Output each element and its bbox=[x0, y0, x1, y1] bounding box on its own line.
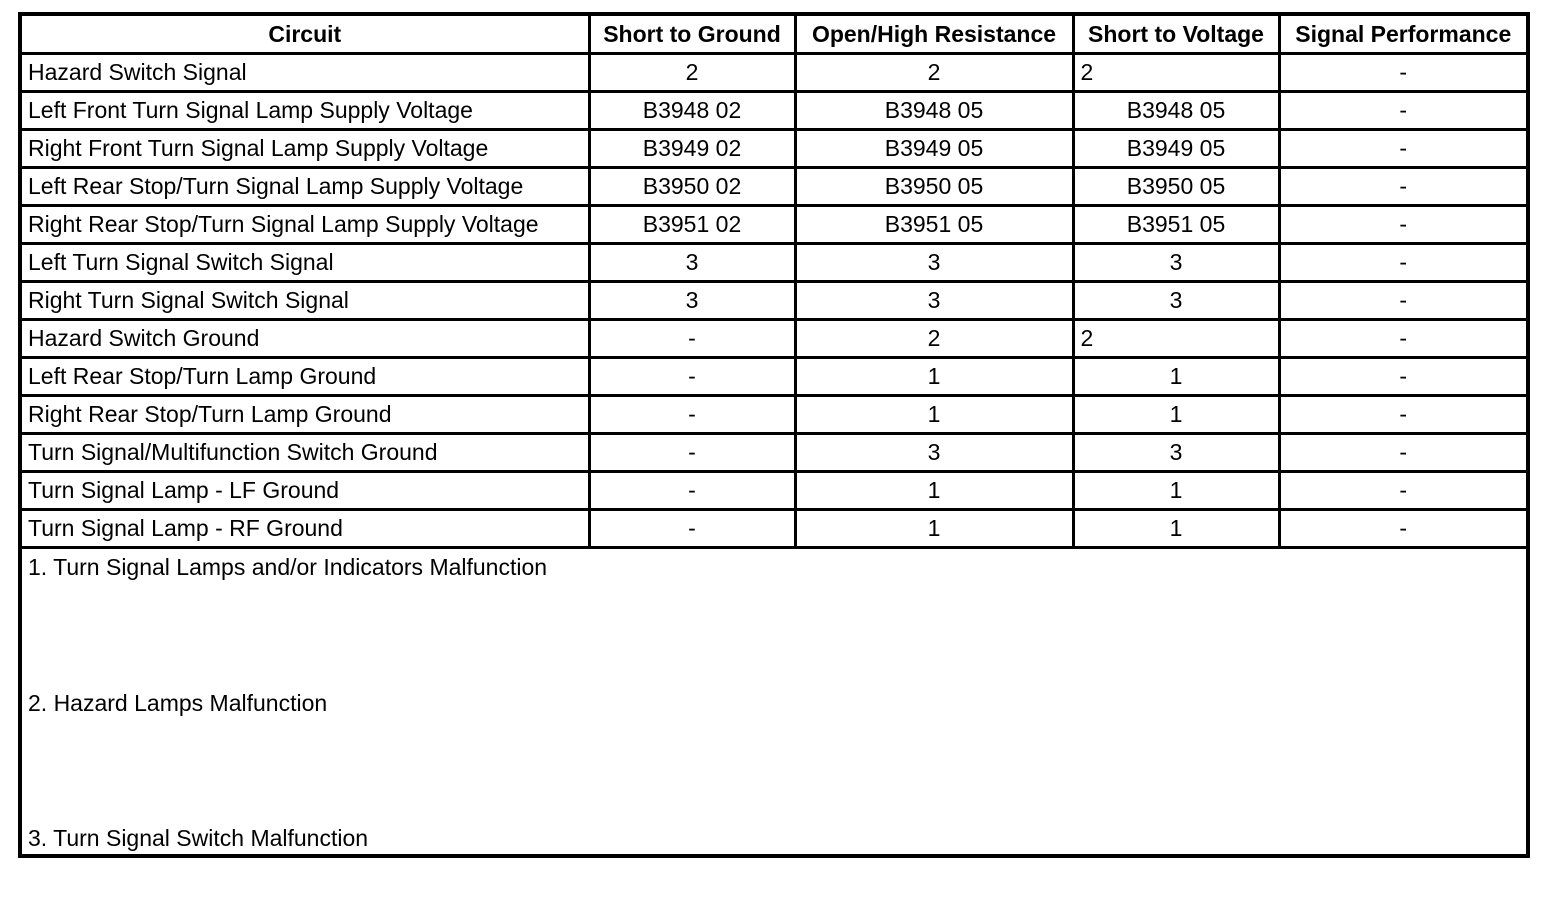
short-to-ground-value: 3 bbox=[589, 244, 795, 282]
short-to-voltage-value: 2 bbox=[1073, 54, 1279, 92]
table-row bbox=[20, 92, 1528, 130]
short-to-ground-value: - bbox=[589, 434, 795, 472]
circuit-name: Left Rear Stop/Turn Signal Lamp Supply Voltage bbox=[20, 168, 589, 206]
header-short-to-ground: Short to Ground bbox=[589, 14, 795, 54]
short-to-ground-value: B3950 02 bbox=[589, 168, 795, 206]
table-row bbox=[20, 396, 1528, 434]
short-to-voltage-value: 3 bbox=[1073, 244, 1279, 282]
short-to-voltage-value: B3949 05 bbox=[1073, 130, 1279, 168]
open-high-resistance-value: 1 bbox=[795, 396, 1073, 434]
notes-row bbox=[20, 548, 1528, 857]
short-to-ground-value: - bbox=[589, 396, 795, 434]
short-to-ground-value: - bbox=[589, 472, 795, 510]
circuit-name: Turn Signal/Multifunction Switch Ground bbox=[20, 434, 589, 472]
circuit-name: Right Front Turn Signal Lamp Supply Voltage bbox=[20, 130, 589, 168]
signal-performance-value: - bbox=[1279, 358, 1528, 396]
short-to-voltage-value: 1 bbox=[1073, 358, 1279, 396]
header-open-high-resistance: Open/High Resistance bbox=[795, 14, 1073, 54]
open-high-resistance-value: 1 bbox=[795, 358, 1073, 396]
circuit-name: Hazard Switch Ground bbox=[20, 320, 589, 358]
circuit-name: Hazard Switch Signal bbox=[20, 54, 589, 92]
header-circuit: Circuit bbox=[20, 14, 589, 54]
table-row bbox=[20, 244, 1528, 282]
signal-performance-value: - bbox=[1279, 320, 1528, 358]
footnote-3: 3. Turn Signal Switch Malfunction bbox=[28, 825, 369, 851]
signal-performance-value: - bbox=[1279, 92, 1528, 130]
short-to-voltage-value: 1 bbox=[1073, 472, 1279, 510]
table-row bbox=[20, 54, 1528, 92]
signal-performance-value: - bbox=[1279, 244, 1528, 282]
short-to-ground-value: - bbox=[589, 358, 795, 396]
open-high-resistance-value: 2 bbox=[795, 54, 1073, 92]
short-to-ground-value: B3949 02 bbox=[589, 130, 795, 168]
circuit-fault-table bbox=[18, 12, 1530, 858]
signal-performance-value: - bbox=[1279, 434, 1528, 472]
open-high-resistance-value: B3951 05 bbox=[795, 206, 1073, 244]
circuit-name: Right Rear Stop/Turn Signal Lamp Supply Voltage bbox=[20, 206, 589, 244]
open-high-resistance-value: 3 bbox=[795, 282, 1073, 320]
short-to-voltage-value: 1 bbox=[1073, 510, 1279, 548]
circuit-name: Right Rear Stop/Turn Lamp Ground bbox=[20, 396, 589, 434]
short-to-ground-value: 2 bbox=[589, 54, 795, 92]
circuit-name: Right Turn Signal Switch Signal bbox=[20, 282, 589, 320]
circuit-name: Turn Signal Lamp - LF Ground bbox=[20, 472, 589, 510]
open-high-resistance-value: 1 bbox=[795, 510, 1073, 548]
signal-performance-value: - bbox=[1279, 510, 1528, 548]
signal-performance-value: - bbox=[1279, 206, 1528, 244]
short-to-ground-value: 3 bbox=[589, 282, 795, 320]
open-high-resistance-value: 2 bbox=[795, 320, 1073, 358]
open-high-resistance-value: B3949 05 bbox=[795, 130, 1073, 168]
short-to-voltage-value: 2 bbox=[1073, 320, 1279, 358]
footnote-1: 1. Turn Signal Lamps and/or Indicators Malfunction bbox=[28, 554, 548, 580]
short-to-voltage-value: 1 bbox=[1073, 396, 1279, 434]
circuit-name: Left Rear Stop/Turn Lamp Ground bbox=[20, 358, 589, 396]
open-high-resistance-value: B3950 05 bbox=[795, 168, 1073, 206]
signal-performance-value: - bbox=[1279, 168, 1528, 206]
table-row bbox=[20, 358, 1528, 396]
short-to-voltage-value: B3948 05 bbox=[1073, 92, 1279, 130]
open-high-resistance-value: 3 bbox=[795, 434, 1073, 472]
table-row bbox=[20, 472, 1528, 510]
table-row bbox=[20, 206, 1528, 244]
signal-performance-value: - bbox=[1279, 282, 1528, 320]
header-signal-performance: Signal Performance bbox=[1279, 14, 1528, 54]
short-to-ground-value: B3948 02 bbox=[589, 92, 795, 130]
open-high-resistance-value: 3 bbox=[795, 244, 1073, 282]
circuit-name: Turn Signal Lamp - RF Ground bbox=[20, 510, 589, 548]
short-to-voltage-value: 3 bbox=[1073, 434, 1279, 472]
table-row bbox=[20, 434, 1528, 472]
signal-performance-value: - bbox=[1279, 130, 1528, 168]
table-row bbox=[20, 168, 1528, 206]
signal-performance-value: - bbox=[1279, 472, 1528, 510]
header-short-to-voltage: Short to Voltage bbox=[1073, 14, 1279, 54]
short-to-voltage-value: B3950 05 bbox=[1073, 168, 1279, 206]
footnotes bbox=[20, 548, 1528, 857]
table-row bbox=[20, 510, 1528, 548]
circuit-name: Left Front Turn Signal Lamp Supply Voltage bbox=[20, 92, 589, 130]
short-to-voltage-value: B3951 05 bbox=[1073, 206, 1279, 244]
signal-performance-value: - bbox=[1279, 396, 1528, 434]
short-to-voltage-value: 3 bbox=[1073, 282, 1279, 320]
short-to-ground-value: - bbox=[589, 510, 795, 548]
open-high-resistance-value: B3948 05 bbox=[795, 92, 1073, 130]
table-row bbox=[20, 320, 1528, 358]
open-high-resistance-value: 1 bbox=[795, 472, 1073, 510]
table-row bbox=[20, 282, 1528, 320]
footnote-2: 2. Hazard Lamps Malfunction bbox=[28, 690, 328, 716]
circuit-name: Left Turn Signal Switch Signal bbox=[20, 244, 589, 282]
short-to-ground-value: - bbox=[589, 320, 795, 358]
short-to-ground-value: B3951 02 bbox=[589, 206, 795, 244]
header-row bbox=[20, 14, 1528, 54]
table-row bbox=[20, 130, 1528, 168]
signal-performance-value: - bbox=[1279, 54, 1528, 92]
